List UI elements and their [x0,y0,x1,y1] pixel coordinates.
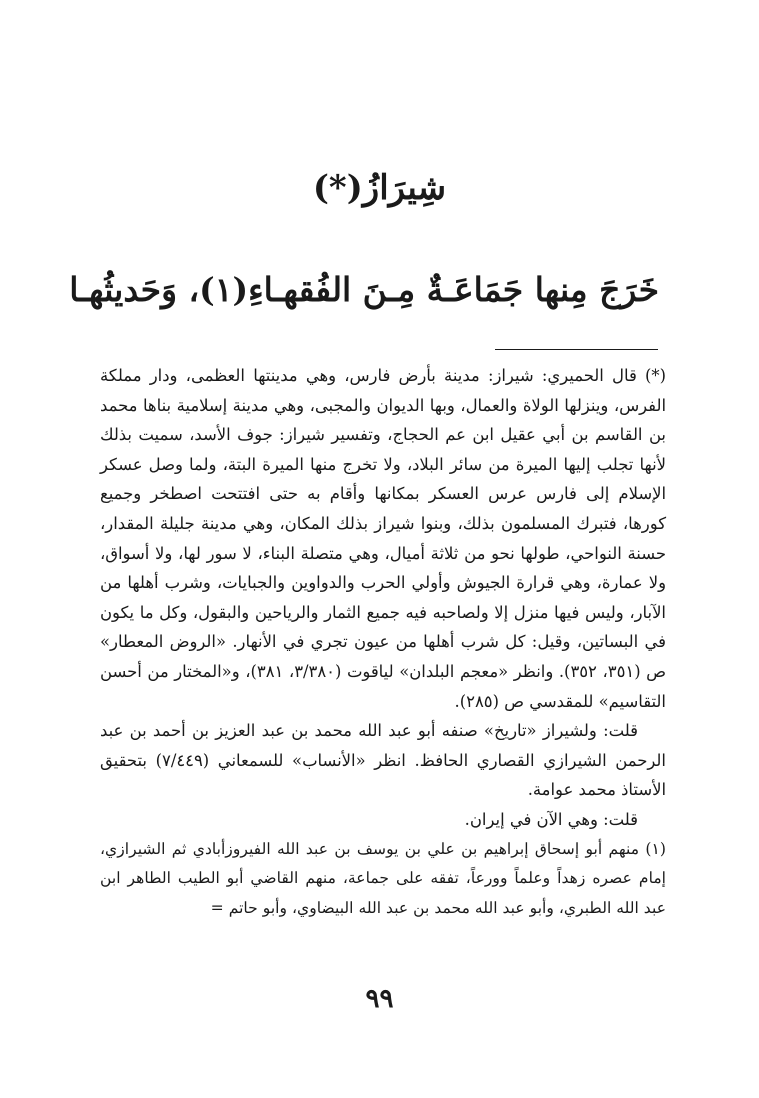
footnote-remark-history: قلت: ولشيراز «تاريخ» صنفه أبو عبد الله محمد بن عبد العزيز بن أحمد بن عبد الرحمن الشيرازي القصاري الحافظ. انظر «الأنساب» للسمعاني (٧/٤٤٩) بتحقيق الأستاذ محمد عوامة. [100,721,666,800]
page-number: ٩٩ [365,984,394,1014]
footnote-remark-iran: قلت: وهي الآن في إيران. [464,809,638,829]
footnote-star: (*) قال الحميري: شيراز: مدينة بأرض فارس، وهي مدينتها العظمى، ودار مملكة الفرس، وينزلها الولاة والعمال، وبها الديوان والمجبى، وهي مدينة إسلامية بناها محمد بن القاسم بن أبي عقيل ابن عم الحجاج، وتفسير شيراز: جوف الأسد، سميت بذلك لأنها تجلب إليها الميرة من سائر البلاد، ولا تخرج منها الميرة البتة، ولما وصل عسكر الإسلام إلى فارس عرس العسكر بمكانها وأقام به حتى افتتحت اصطخر وجميع كورها، فتبرك المسلمون بذلك، وبنوا شيراز بذلك المكان، وهي مدينة جليلة المقدار، حسنة النواحي، طولها نحو من ثلاثة أميال، وهي متصلة البناء، لا سور لها، ولا أسواق، ولا عمارة، وهي قرارة الجيوش وأولي الحرب والدواوين والجبايات، وشرب أهلها من الآبار، وليس فيها منزل إلا ولصاحبه فيه جميع الثمار والرياحين والبقول، وكل ما يكون في البساتين، وقيل: كل شرب أهلها من عيون تجري في الأنهار. «الروض المعطار» ص (٣٥١، ٣٥٢). وانظر «معجم البلدان» لياقوت (٣/٣٨٠، ٣٨١)، و«المختار من أحسن التقاسيم» للمقدسي ص (٢٨٥). [100,366,666,711]
footnotes-block [100,361,666,923]
footnote-one: (١) منهم أبو إسحاق إبراهيم بن علي بن يوسف بن عبد الله الفيروزأبادي ثم الشيرازي، إمام عصره زهداً وعلماً وورعاً، تفقه على جماعة، منهم القاضي أبو الطيب الطاهر ابن عبد الله الطبري، وأبو عبد الله محمد بن عبد الله البيضاوي، وأبو حاتم = [100,839,666,917]
chapter-subtitle: خَرَجَ مِنها جَمَاعَـةٌ مِـنَ الفُقهـاءِ(١)، وَحَديثُهـا [69,270,659,309]
footnote-separator [495,349,658,350]
chapter-title: شِيرَازُ(*) [312,168,447,208]
